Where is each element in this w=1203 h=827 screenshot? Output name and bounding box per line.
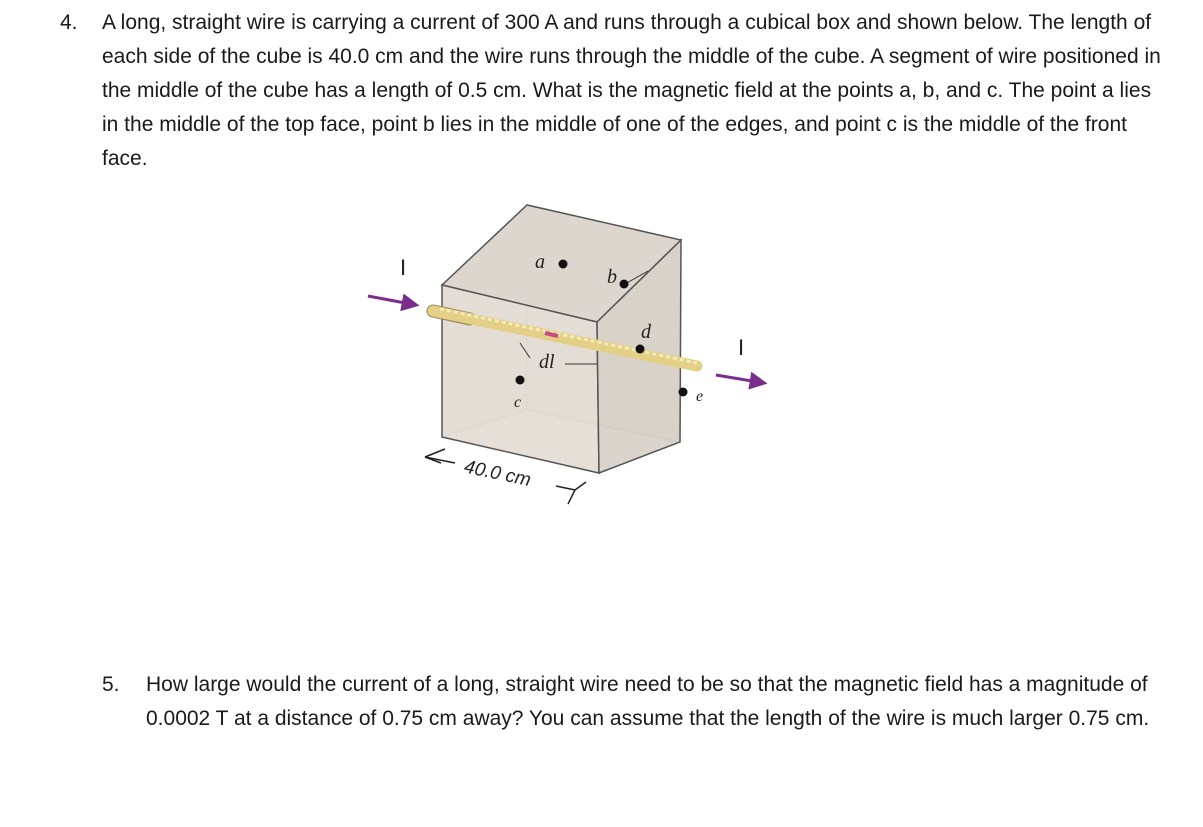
- current-arrow-in: [368, 296, 416, 305]
- point-c-label: c: [514, 394, 522, 411]
- point-e-dot: [679, 388, 688, 397]
- point-d-dot: [636, 345, 645, 354]
- question-4-number: 4.: [60, 11, 78, 34]
- dimension-arrow-right-b: [568, 490, 575, 504]
- dimension-label: 40.0 cm: [462, 456, 533, 492]
- current-label-left: I: [400, 255, 407, 280]
- point-b-label: b: [607, 266, 617, 288]
- dimension-arrow-left-a: [425, 449, 445, 457]
- question-5-number: 5.: [102, 673, 120, 696]
- question-4-text: A long, straight wire is carrying a current of 300 A and runs through a cubical box and shown below. The length of each side of the cube is 40.0 cm and the wire runs through the middle of the cube. A segment of wire positioned in the middle of the cube has a length of 0.5 cm. What is the magnetic field at the points a, b, and c. The point a lies in the middle of the top face, point b lies in the middle of one of the edges, and point c is the middle of the front face.: [102, 11, 1161, 170]
- point-b-dot: [620, 280, 629, 289]
- point-a-dot: [559, 260, 568, 269]
- current-label-right: I: [738, 335, 745, 360]
- point-c-dot: [516, 376, 525, 385]
- point-a-label: a: [535, 251, 545, 273]
- current-arrow-out: [716, 375, 764, 383]
- dimension-arrow-right-c: [575, 482, 586, 490]
- question-5-text: How large would the current of a long, straight wire need to be so that the magnetic field has a magnitude of 0.0002 T at a distance of 0.75 cm away? You can assume that the length of the wire is much larger 0.75 cm.: [146, 673, 1150, 730]
- point-d-label: d: [641, 321, 651, 343]
- point-e-label: e: [696, 388, 704, 405]
- segment-label: dl: [539, 351, 555, 373]
- cube-wire-figure: [355, 195, 795, 515]
- dimension-arrow-right-a: [556, 486, 575, 490]
